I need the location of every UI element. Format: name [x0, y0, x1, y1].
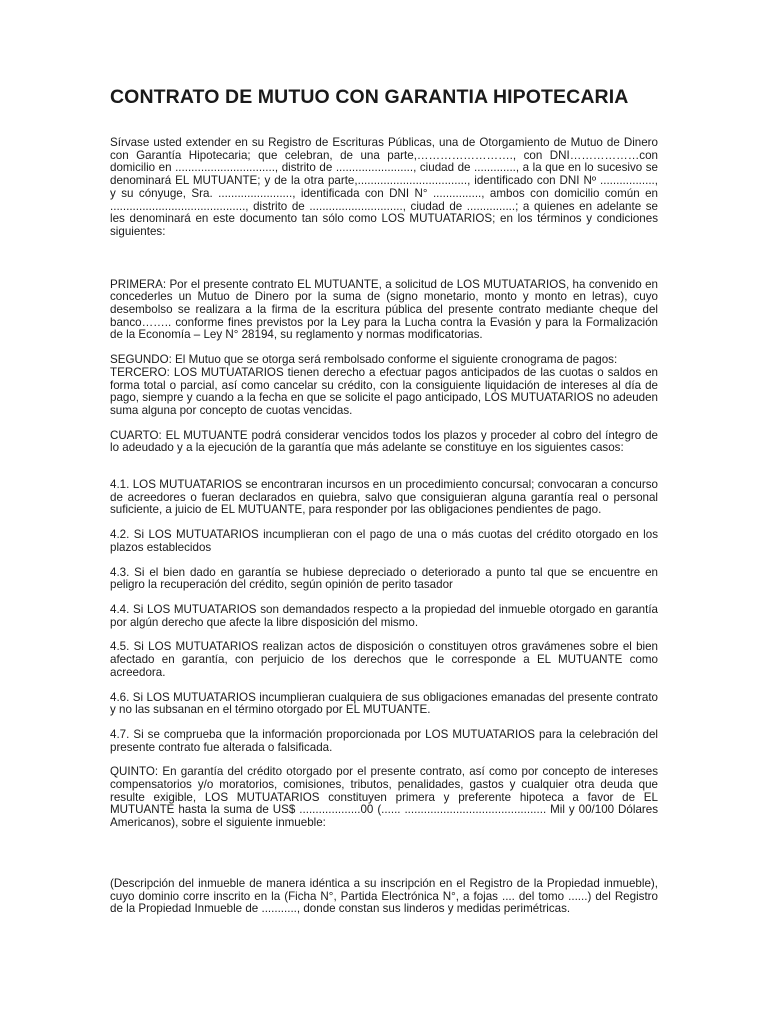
clause-segundo: SEGUNDO: El Mutuo que se otorga será rembolsado conforme el siguiente cronograma de pagos: [110, 353, 618, 367]
item-4-6: 4.6. Si LOS MUTUATARIOS incumplieran cualquiera de sus obligaciones emanadas del presente contrato y no las subsanan en el término otorgado por EL MUTUANTE. [110, 690, 658, 717]
property-description: (Descripción del inmueble de manera idéntica a su inscripción en el Registro de la Propiedad inmueble), cuyo dominio corre inscrito en la (Ficha N°, Partida Electrónica N°, a fojas .... del tomo ......) del Registro de la Propiedad Inmueble de ..........., donde constan sus linderos y medidas perimétricas. [110, 876, 658, 916]
item-4-3: 4.3. Si el bien dado en garantía se hubiese depreciado o deteriorado a punto tal que se encuentre en peligro la recuperación del crédito, según opinión de perito tasador [110, 565, 658, 592]
item-4-7: 4.7. Si se comprueba que la información proporcionada por LOS MUTUATARIOS para la celebración del presente contrato fue alterada o falsificada. [110, 727, 658, 754]
item-4-2: 4.2. Si LOS MUTUATARIOS incumplieran con el pago de una o más cuotas del crédito otorgado en los plazos establecidos [110, 528, 658, 554]
item-4-5: 4.5. Si LOS MUTUATARIOS realizan actos de disposición o constituyen otros gravámenes sobre el bien afectado en garantía, con perjuicio de los derechos que le corresponde a EL MUTUANTE como acreedora. [110, 640, 658, 679]
item-4-4: 4.4. Si LOS MUTUATARIOS son demandados respecto a la propiedad del inmueble otorgado en garantía por algún derecho que afecte la libre disposición del mismo. [110, 602, 658, 629]
document-title: CONTRATO DE MUTUO CON GARANTIA HIPOTECARIA [110, 86, 629, 108]
clause-primera: PRIMERA: Por el presente contrato EL MUTUANTE, a solicitud de LOS MUTUATARIOS, ha convenido en concederles un Mutuo de Dinero por la suma de (signo monetario, monto y monto en letras), cuyo desembolso se realizara a la firma de la escritura pública del presente contrato mediante cheque del banco…….. conforme fines previstos por la Ley para la Lucha contra la Evasión y para la Formalización de la Economía – Ley N° 28194, su reglamento y normas modificatorias. [110, 277, 658, 342]
clause-cuarto: CUARTO: EL MUTUANTE podrá considerar vencidos todos los plazos y proceder al cobro del íntegro de lo adeudado y a la ejecución de la garantía que más adelante se constituye en los siguientes casos: [110, 428, 658, 455]
clause-tercero: TERCERO: LOS MUTUATARIOS tienen derecho a efectuar pagos anticipados de las cuotas o saldos en forma total o parcial, así como cancelar su crédito, con la consiguiente liquidación de intereses al día de pago, siempre y cuando a la fecha en que se solicite el pago anticipado, LOS MUTUATARIOS no adeuden suma alguna por concepto de cuotas vencidas. [110, 365, 658, 417]
intro-paragraph: Sírvase usted extender en su Registro de Escrituras Públicas, una de Otorgamiento de Mutuo de Dinero con Garantía Hipotecaria; que celebran, de una parte,……………………., con DNI………………con domicilio en ..............................., distrito de ........................, ciudad de ............., a la que en lo sucesivo se denominará EL MUTUANTE; y de la otra parte,.................................., identificado con DNI Nº ................., y su cónyuge, Sra. ......................., identificada con DNI N° ..............., ambos con domicilio común en .........................................., distrito de ............................., ciudad de ...............; a quienes en adelante se les denominará en este documento tan sólo como LOS MUTUATARIOS; en los términos y condiciones siguientes: [110, 136, 658, 238]
item-4-1: 4.1. LOS MUTUATARIOS se encontraran incursos en un procedimiento concursal; convocaran a concurso de acreedores o fueran declarados en quiebra, salvo que consiguieran alguna garantía real o personal suficiente, a juicio de EL MUTUANTE, para responder por las obligaciones pendientes de pago. [110, 478, 658, 517]
clause-quinto: QUINTO: En garantía del crédito otorgado por el presente contrato, así como por concepto de intereses compensatorios y/o moratorios, comisiones, tributos, penalidades, gastos y cualquier otra deuda que resulte exigible, LOS MUTUATARIOS constituyen primera y preferente hipoteca a favor de EL MUTUANTE hasta la suma de US$ ...................00 (...... ............................................ Mil y 00/100 Dólares Americanos), sobre el siguiente inmueble: [110, 765, 658, 830]
